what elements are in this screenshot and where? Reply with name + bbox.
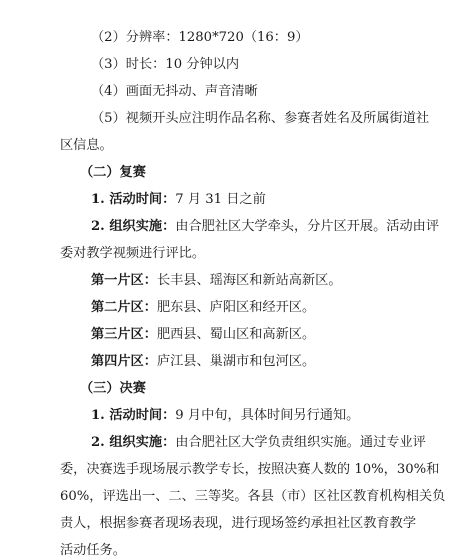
area-two-label: 第二片区：: [91, 300, 157, 315]
semifinal-time-text: 7 月 31 日之前: [175, 192, 266, 207]
area-three-label: 第三片区：: [91, 327, 157, 342]
area-three-text: 肥西县、蜀山区和高新区。: [156, 327, 316, 342]
area-one-line: [91, 272, 342, 290]
semifinal-impl-cont: 委对教学视频进行评比。: [60, 246, 206, 261]
quality-line: （4）画面无抖动、声音清晰: [91, 84, 258, 99]
intro-requirement-line: （5）视频开头应注明作品名称、参赛者姓名及所属街道社: [91, 111, 430, 126]
semifinal-heading: （二）复赛: [80, 165, 146, 180]
area-three-line: [91, 326, 315, 344]
semifinal-time-label: 1. 活动时间：: [91, 192, 176, 207]
final-impl-cont-3: 责人，根据参赛者现场表现，进行现场签约承担社区教育教学: [60, 516, 417, 531]
duration-line: （3）时长：10 分钟以内: [91, 57, 240, 72]
area-four-text: 庐江县、巢湖市和包河区。: [156, 354, 316, 369]
final-time-label: 1. 活动时间：: [91, 408, 176, 423]
final-impl-line: [91, 434, 426, 452]
final-time-line: [91, 407, 359, 425]
area-four-line: [91, 353, 315, 371]
final-heading: （三）决赛: [80, 381, 146, 396]
area-two-text: 肥东县、庐阳区和经开区。: [156, 300, 316, 315]
final-impl-label: 2. 组织实施：: [91, 435, 176, 450]
semifinal-impl-text: 由合肥社区大学牵头，分片区开展。活动由评: [175, 219, 440, 234]
final-impl-text: 由合肥社区大学负责组织实施。通过专业评: [175, 435, 426, 450]
semifinal-impl-line: [91, 218, 439, 236]
final-impl-cont-2: 60%，评选出一、二、三等奖。各县（市）区社区教育机构相关负: [60, 489, 446, 504]
area-four-label: 第四片区：: [91, 354, 157, 369]
intro-requirement-line-cont: 区信息。: [60, 138, 113, 153]
area-two-line: [91, 299, 315, 317]
semifinal-time-line: [91, 191, 266, 209]
area-one-label: 第一片区：: [91, 273, 157, 288]
area-one-text: 长丰县、瑶海区和新站高新区。: [156, 273, 342, 288]
final-time-text: 9 月中旬，具体时间另行通知。: [175, 408, 360, 423]
final-impl-cont-1: 委，决赛选手现场展示教学专长，按照决赛人数的 10%，30%和: [60, 462, 440, 477]
resolution-line: （2）分辨率：1280*720（16：9）: [91, 30, 309, 45]
semifinal-impl-label: 2. 组织实施：: [91, 219, 176, 234]
final-impl-cont-4: 活动任务。: [60, 543, 126, 558]
